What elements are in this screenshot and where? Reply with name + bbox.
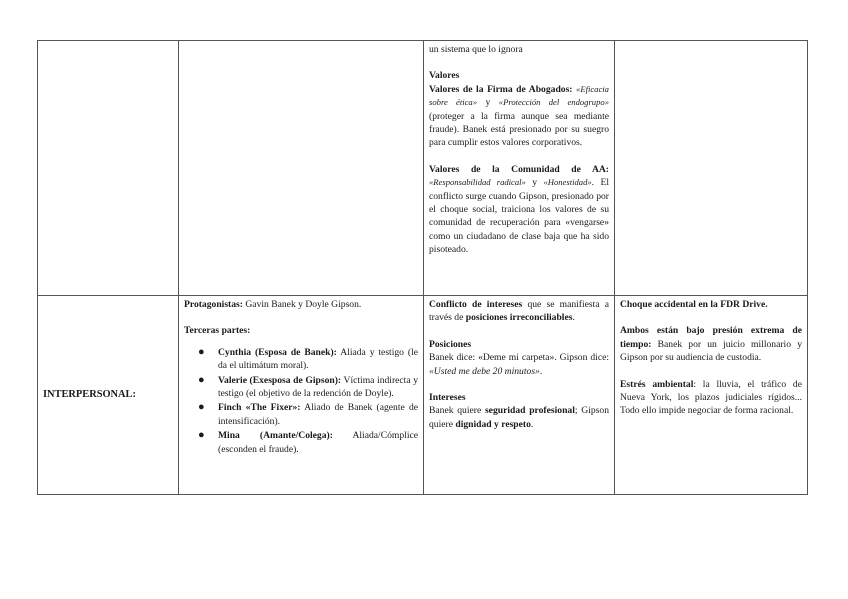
third-parties-label: Terceras partes: — [184, 325, 251, 337]
list-item — [198, 345, 418, 373]
positions-heading: Posiciones — [429, 338, 472, 350]
party-desc: Aliada y testigo (le da el ultimátum moral). — [218, 346, 418, 372]
third-parties-list — [184, 346, 418, 456]
conflict-paragraph — [429, 298, 609, 325]
cell-context — [615, 296, 808, 495]
list-item — [198, 429, 418, 456]
party-name: Cynthia (Esposa de Banek): — [218, 346, 337, 358]
bullet-icon: ● — [198, 345, 205, 358]
table-row — [38, 296, 808, 495]
cell-context-empty — [615, 41, 808, 296]
analysis-table — [37, 40, 808, 495]
firm-values-paragraph — [429, 83, 609, 150]
stress-term: Estrés ambiental — [620, 378, 694, 390]
party-desc: Aliada/Cómplice (esconden el fraude). — [218, 430, 418, 455]
party-desc: Víctima indirecta y testigo (el objetivo de la redención de Doyle). — [218, 374, 418, 400]
continuation-text: un sistema que lo ignora — [429, 44, 523, 55]
conflict-text: que se manifiesta a través de — [429, 299, 609, 324]
interests-text-2: ; Gipson quiere — [429, 405, 609, 430]
bullet-icon: ● — [198, 373, 205, 386]
conflict-term-2: posiciones irreconciliables — [465, 312, 573, 324]
interests-heading: Intereses — [429, 392, 466, 404]
protagonists-text: Gavin Banek y Doyle Gipson. — [242, 299, 362, 310]
party-name: Mina (Amante/Colega): — [218, 430, 333, 442]
conjunction: y — [477, 97, 499, 109]
conflict-term: Conflicto de intereses — [429, 299, 523, 310]
bullet-icon: ● — [198, 429, 205, 442]
list-item — [198, 373, 418, 401]
firm-value-quote-1: «Eficacia sobre ética» — [429, 83, 609, 108]
cell-actors-empty — [179, 41, 424, 296]
interest-gipson: dignidad y respeto — [455, 418, 531, 430]
values-heading: Valores — [429, 70, 460, 82]
positions-quote: «Usted me debe 20 minutos» — [429, 365, 540, 377]
cell-values — [424, 41, 615, 296]
party-name: Finch «The Fixer»: — [218, 402, 301, 414]
pressure-paragraph — [620, 324, 802, 364]
table-row — [38, 41, 808, 296]
positions-paragraph — [429, 351, 609, 378]
interests-paragraph — [429, 404, 609, 431]
firm-value-quote-2: «Protección del endogrupo» — [498, 97, 609, 108]
accident-line: Choque accidental en la FDR Drive. — [620, 299, 768, 310]
category-label: INTERPERSONAL: — [38, 296, 179, 495]
protagonists-line — [184, 298, 418, 311]
party-name: Valerie (Exesposa de Gipson): — [218, 374, 342, 386]
punctuation: . — [572, 312, 575, 324]
conjunction: y — [525, 177, 544, 189]
pressure-term: Ambos están bajo presión extrema de tiempo: — [620, 325, 802, 350]
protagonists-label: Protagonistas: — [184, 299, 243, 310]
aa-value-quote-2: «Honestidad» — [543, 177, 592, 188]
firm-values-text: (proteger a la firma aunque sea mediante fraude). Banek está presionado por su suegro para cumplir estos valores corporativos. — [429, 110, 609, 149]
stress-text: : la lluvia, el tráfico de Nueva York, los plazos judiciales rígidos... Todo ello impide negociar de forma racional. — [620, 378, 802, 417]
cell-category-empty — [38, 41, 179, 296]
pressure-text: Banek por un juicio millonario y Gipson por su audiencia de custodia. — [620, 338, 802, 364]
positions-text: Banek dice: «Deme mi carpeta». Gipson dice: — [429, 352, 609, 364]
aa-value-quote-1: «Responsabilidad radical» — [429, 177, 526, 188]
aa-values-heading: Valores de la Comunidad de AA: — [429, 163, 609, 175]
cell-conflict — [424, 296, 615, 495]
punctuation: . — [530, 418, 534, 430]
list-item — [198, 401, 419, 428]
interests-text: Banek quiere — [429, 405, 485, 417]
stress-paragraph — [620, 378, 802, 418]
interest-banek: seguridad profesional — [484, 405, 575, 417]
aa-values-text: . El conflicto surge cuando Gipson, presionado por el choque social, traiciona los valores de su comunidad de recuperación para «vengarse» como un ciudadano de clase baja que ha sido pisoteado. — [429, 177, 609, 256]
firm-values-heading: Valores de la Firma de Abogados: — [429, 83, 573, 95]
punctuation: . — [539, 365, 543, 377]
aa-values-paragraph — [429, 163, 609, 257]
cell-actors — [179, 296, 424, 495]
party-desc: Aliado de Banek (agente de intensificación). — [218, 402, 419, 427]
bullet-icon: ● — [198, 401, 205, 414]
